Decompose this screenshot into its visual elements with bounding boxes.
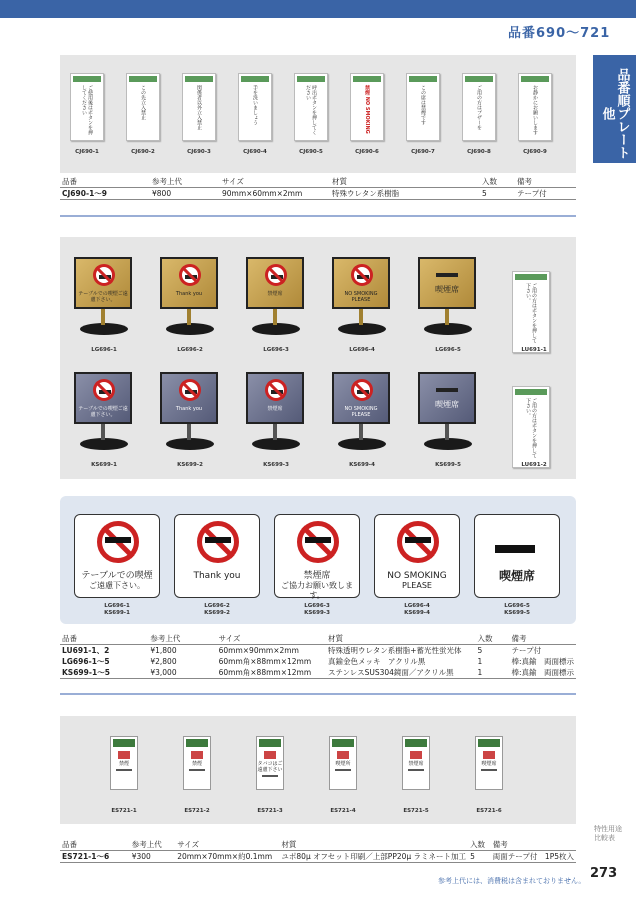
cigarette-icon bbox=[185, 275, 197, 279]
pkg-header bbox=[297, 76, 325, 82]
table-cell: 5 bbox=[477, 646, 483, 655]
no-smoking-icon bbox=[179, 264, 201, 286]
table-cell: 60mm角×88mm×12mm bbox=[218, 657, 312, 666]
stand-label: Thank you bbox=[175, 406, 203, 412]
card-line2: ご協力お願い致します。 bbox=[281, 581, 353, 600]
no-smoking-icon bbox=[265, 379, 287, 401]
no-smoking-mark bbox=[483, 751, 495, 759]
card-code: KS699-1 bbox=[104, 610, 130, 616]
table-cell: 特殊透明ウレタン系樹脂+蓄光性蛍光体 bbox=[328, 646, 462, 655]
cj-sign-text: ご使用後はボタンを押してください bbox=[81, 85, 93, 135]
es-package bbox=[256, 736, 284, 790]
pkg-header bbox=[521, 76, 549, 82]
lu-package bbox=[512, 386, 550, 468]
es-panel bbox=[60, 716, 576, 824]
stand-code: KS699-4 bbox=[349, 462, 375, 468]
lu-package bbox=[512, 271, 550, 353]
tax-note: 参考上代には、消費税は含まれておりません。 bbox=[438, 877, 586, 885]
pkg-header bbox=[515, 389, 547, 395]
table-cell: ステンレスSUS304鏡面／アクリル黒 bbox=[326, 667, 475, 679]
page-range-title: 品番690～721 bbox=[508, 26, 611, 41]
table-header: 材質 bbox=[330, 176, 480, 188]
table-cell: 両面テープ付 1P5枚入 bbox=[492, 852, 574, 861]
cj-code: CJ690-4 bbox=[243, 149, 267, 155]
table-cell: ユポ80μ オフセット印刷／上部PP20μ ラミネート加工 bbox=[281, 852, 467, 861]
page-number: 273 bbox=[590, 866, 618, 881]
es-sign-text: 喫煙所 bbox=[335, 761, 351, 767]
no-smoking-icon bbox=[265, 264, 287, 286]
stand-code: LG696-4 bbox=[349, 347, 375, 353]
cj-code: CJ690-6 bbox=[355, 149, 379, 155]
table-cell: 棒:真鍮 両面標示 bbox=[511, 668, 574, 677]
stand-code: LG696-5 bbox=[435, 347, 461, 353]
cigarette-icon bbox=[185, 390, 197, 394]
card-code: KS699-4 bbox=[404, 610, 430, 616]
divider bbox=[60, 215, 576, 217]
cigarette-icon bbox=[305, 537, 331, 543]
stand-plate bbox=[160, 372, 218, 424]
table-header: 品番 bbox=[60, 839, 130, 851]
pkg-header bbox=[353, 76, 381, 82]
cj-package bbox=[126, 73, 160, 141]
cj-package bbox=[350, 73, 384, 141]
cigarette-icon bbox=[357, 390, 369, 394]
table-cell: LU691-1、2 bbox=[62, 646, 110, 655]
stand-code: LG696-1 bbox=[91, 347, 117, 353]
no-smoking-mark bbox=[191, 751, 203, 759]
es-sign-text: 禁煙 bbox=[191, 761, 202, 767]
no-smoking-icon bbox=[93, 379, 115, 401]
table-row bbox=[60, 645, 576, 657]
cigarette-icon bbox=[205, 537, 231, 543]
pkg-header bbox=[405, 739, 427, 747]
cj-package bbox=[406, 73, 440, 141]
table-row bbox=[60, 851, 576, 863]
no-smoking-icon bbox=[351, 264, 373, 286]
table-cell: 5 bbox=[468, 851, 491, 863]
table-cell: ES721-1～6 bbox=[60, 851, 130, 863]
es-sign-text: 禁煙 bbox=[118, 761, 129, 767]
cigarette-icon bbox=[105, 537, 131, 543]
es-package bbox=[402, 736, 430, 790]
table-header: 入数 bbox=[475, 633, 509, 645]
pkg-header bbox=[129, 76, 157, 82]
cj-code: CJ690-7 bbox=[411, 149, 435, 155]
table-cell: ¥800 bbox=[150, 188, 220, 200]
no-smoking-mark bbox=[410, 751, 422, 759]
card-code: KS699-5 bbox=[504, 610, 530, 616]
table-cell: 特殊ウレタン系樹脂 bbox=[330, 188, 480, 200]
card-line1: テーブルでの喫煙 bbox=[81, 571, 153, 581]
stand-code: LG696-3 bbox=[263, 347, 289, 353]
stand-code: LG696-2 bbox=[177, 347, 203, 353]
pkg-header bbox=[185, 76, 213, 82]
es-code: ES721-6 bbox=[476, 808, 502, 814]
table-row bbox=[60, 667, 576, 679]
es-code: ES721-5 bbox=[403, 808, 429, 814]
card-code: LG696-1 bbox=[104, 603, 130, 609]
cj-code: CJ690-1 bbox=[75, 149, 99, 155]
cj-package bbox=[70, 73, 104, 141]
table-cell: ¥300 bbox=[130, 851, 175, 863]
stand-code: LU691-2 bbox=[521, 462, 547, 468]
no-smoking-icon bbox=[93, 264, 115, 286]
cj-package bbox=[518, 73, 552, 141]
table-header: 入数 bbox=[480, 176, 515, 188]
cj-sign-text: この先立入禁止 bbox=[140, 85, 146, 120]
cj-package bbox=[182, 73, 216, 141]
card-code: LG696-4 bbox=[404, 603, 430, 609]
stand-plate bbox=[418, 372, 476, 424]
cigarette-icon bbox=[357, 275, 369, 279]
stand-code: KS699-3 bbox=[263, 462, 289, 468]
stand-label: テーブルでの喫煙ご遠慮下さい。 bbox=[78, 291, 128, 303]
stand-plate bbox=[246, 257, 304, 309]
cj-code: CJ690-3 bbox=[187, 149, 211, 155]
top-bar bbox=[0, 0, 636, 18]
pkg-header bbox=[73, 76, 101, 82]
pkg-header bbox=[113, 739, 135, 747]
stand-plate bbox=[74, 257, 132, 309]
lu-sign-text: ご用の方はボタンを押して下さい。 bbox=[525, 283, 537, 343]
pkg-header bbox=[186, 739, 208, 747]
sign-card bbox=[174, 514, 260, 598]
cj-code: CJ690-9 bbox=[523, 149, 547, 155]
cj-sign-text: 手を洗いましょう bbox=[252, 85, 258, 125]
es-code: ES721-4 bbox=[330, 808, 356, 814]
stand-label: Thank you bbox=[175, 291, 203, 297]
cj-code: CJ690-2 bbox=[131, 149, 155, 155]
stand-plate bbox=[246, 372, 304, 424]
card-code: LG696-2 bbox=[204, 603, 230, 609]
table-header: 材質 bbox=[326, 633, 475, 645]
line bbox=[262, 775, 278, 777]
cj-sign-text: この席は禁煙です bbox=[420, 85, 426, 125]
cj-panel bbox=[60, 55, 576, 173]
no-smoking-mark bbox=[118, 751, 130, 759]
pkg-header bbox=[241, 76, 269, 82]
cigarette-icon bbox=[99, 275, 111, 279]
cigarette-icon bbox=[495, 545, 535, 553]
table-header: 参考上代 bbox=[130, 839, 175, 851]
pkg-header bbox=[478, 739, 500, 747]
es-sign-text: 喫煙席 bbox=[481, 761, 497, 767]
no-smoking-icon bbox=[351, 379, 373, 401]
table-cell: 60mm×90mm×2mm bbox=[218, 646, 299, 655]
stand-label: 喫煙席 bbox=[435, 285, 459, 294]
table-header: サイズ bbox=[217, 633, 326, 645]
card-code: LG696-5 bbox=[504, 603, 530, 609]
table-cell: LG696-1～5 bbox=[62, 657, 110, 666]
es-code: ES721-3 bbox=[257, 808, 283, 814]
card-line1: NO SMOKING bbox=[387, 571, 447, 581]
table-header: 参考上代 bbox=[150, 176, 220, 188]
no-smoking-mark bbox=[264, 751, 276, 759]
table-header: サイズ bbox=[175, 839, 279, 851]
stand-code: KS699-5 bbox=[435, 462, 461, 468]
card-panel bbox=[60, 496, 576, 624]
es-package bbox=[329, 736, 357, 790]
sign-card bbox=[374, 514, 460, 598]
es-code: ES721-1 bbox=[111, 808, 137, 814]
table-header: 備考 bbox=[515, 176, 576, 188]
table-cell: 5 bbox=[480, 188, 515, 200]
table-header: 入数 bbox=[468, 839, 491, 851]
table-cell: ¥1,800 bbox=[150, 646, 177, 655]
table-header: 備考 bbox=[491, 839, 576, 851]
side-tab: 品番順プレート他 bbox=[593, 55, 636, 163]
compare-label: 特性用途 比較表 bbox=[594, 825, 622, 842]
es-sign-text: 禁煙席 bbox=[408, 761, 424, 767]
table-row bbox=[60, 188, 576, 200]
card-line1: Thank you bbox=[193, 571, 241, 581]
card-code: KS699-2 bbox=[204, 610, 230, 616]
table-cell: 20mm×70mm×約0.1mm bbox=[175, 851, 279, 863]
es-spec-table bbox=[60, 839, 576, 863]
table-row bbox=[60, 656, 576, 667]
stand-plate bbox=[74, 372, 132, 424]
table-cell: CJ690-1～9 bbox=[60, 188, 150, 200]
card-line1: 禁煙席 bbox=[303, 571, 331, 581]
cj-sign-text: ご用の方はブザーを bbox=[476, 85, 482, 130]
cj-spec-table bbox=[60, 176, 576, 200]
stand-code: KS699-2 bbox=[177, 462, 203, 468]
sign-card bbox=[74, 514, 160, 598]
cigarette-icon bbox=[405, 537, 431, 543]
cj-sign-text: お静かにお願いします bbox=[532, 85, 538, 135]
card-line1: 喫煙席 bbox=[498, 569, 535, 583]
table-cell: テープ付 bbox=[511, 646, 542, 655]
card-line2: ご遠慮下さい。 bbox=[89, 581, 145, 590]
cj-sign-text: 呼出ボタンを押してください bbox=[305, 85, 317, 135]
no-smoking-mark bbox=[337, 751, 349, 759]
es-code: ES721-2 bbox=[184, 808, 210, 814]
cj-code: CJ690-5 bbox=[299, 149, 323, 155]
stand-spec-table bbox=[60, 633, 576, 679]
table-cell: ¥2,800 bbox=[150, 657, 177, 666]
cigarette-icon bbox=[99, 390, 111, 394]
pkg-header bbox=[332, 739, 354, 747]
line bbox=[335, 769, 351, 771]
table-cell: 1 bbox=[475, 667, 509, 679]
divider bbox=[60, 693, 576, 695]
cj-package bbox=[294, 73, 328, 141]
no-smoking-icon bbox=[179, 379, 201, 401]
stand-code: KS699-1 bbox=[91, 462, 117, 468]
table-header: 参考上代 bbox=[148, 633, 216, 645]
table-header: 品番 bbox=[60, 176, 150, 188]
line bbox=[408, 769, 424, 771]
table-header: 材質 bbox=[279, 839, 468, 851]
table-cell: 90mm×60mm×2mm bbox=[220, 188, 330, 200]
table-cell: 真鍮金色メッキ アクリル黒 bbox=[328, 657, 426, 666]
card-code: LG696-3 bbox=[304, 603, 330, 609]
stand-label: NO SMOKING PLEASE bbox=[344, 291, 378, 303]
cigarette-icon bbox=[271, 390, 283, 394]
stand-label: 禁煙席 bbox=[267, 406, 283, 412]
card-code: KS699-3 bbox=[304, 610, 330, 616]
stand-label: 喫煙席 bbox=[435, 400, 459, 409]
table-cell: KS699-1～5 bbox=[60, 667, 148, 679]
card-line2: PLEASE bbox=[402, 581, 432, 590]
pkg-header bbox=[259, 739, 281, 747]
table-cell: 棒:真鍮 両面標示 bbox=[511, 657, 574, 666]
table-header: サイズ bbox=[220, 176, 330, 188]
line bbox=[189, 769, 205, 771]
cj-sign-text: 関係者以外立入禁止 bbox=[196, 85, 202, 130]
es-package bbox=[183, 736, 211, 790]
line bbox=[481, 769, 497, 771]
stand-panel bbox=[60, 237, 576, 479]
pkg-header bbox=[465, 76, 493, 82]
table-cell: ¥3,000 bbox=[148, 667, 216, 679]
stand-plate bbox=[332, 372, 390, 424]
line bbox=[116, 769, 132, 771]
table-cell: テープ付 bbox=[515, 188, 576, 200]
table-cell: 60mm角×88mm×12mm bbox=[217, 667, 326, 679]
cigarette-icon bbox=[271, 275, 283, 279]
sign-card bbox=[274, 514, 360, 598]
es-package bbox=[475, 736, 503, 790]
stand-label: NO SMOKING PLEASE bbox=[344, 406, 378, 418]
pkg-header bbox=[515, 274, 547, 280]
stand-label: 禁煙席 bbox=[267, 291, 283, 297]
stand-plate bbox=[160, 257, 218, 309]
es-package bbox=[110, 736, 138, 790]
cj-code: CJ690-8 bbox=[467, 149, 491, 155]
table-cell: 1 bbox=[477, 657, 483, 666]
cj-package bbox=[238, 73, 272, 141]
stand-code: LU691-1 bbox=[521, 347, 547, 353]
cj-package bbox=[462, 73, 496, 141]
lu-sign-text: ご用の方はボタンを押して下さい。 bbox=[525, 398, 537, 458]
table-header: 品番 bbox=[60, 633, 148, 645]
pkg-header bbox=[409, 76, 437, 82]
table-header: 備考 bbox=[509, 633, 576, 645]
stand-plate bbox=[418, 257, 476, 309]
sign-card bbox=[474, 514, 560, 598]
cigarette-icon bbox=[436, 388, 458, 392]
cigarette-icon bbox=[436, 273, 458, 277]
es-sign-text: タバコはご遠慮下さい bbox=[257, 761, 283, 773]
stand-label: テーブルでの喫煙ご遠慮下さい。 bbox=[78, 406, 128, 418]
cj-sign-text: 禁煙 NO SMOKING bbox=[364, 85, 370, 134]
stand-plate bbox=[332, 257, 390, 309]
